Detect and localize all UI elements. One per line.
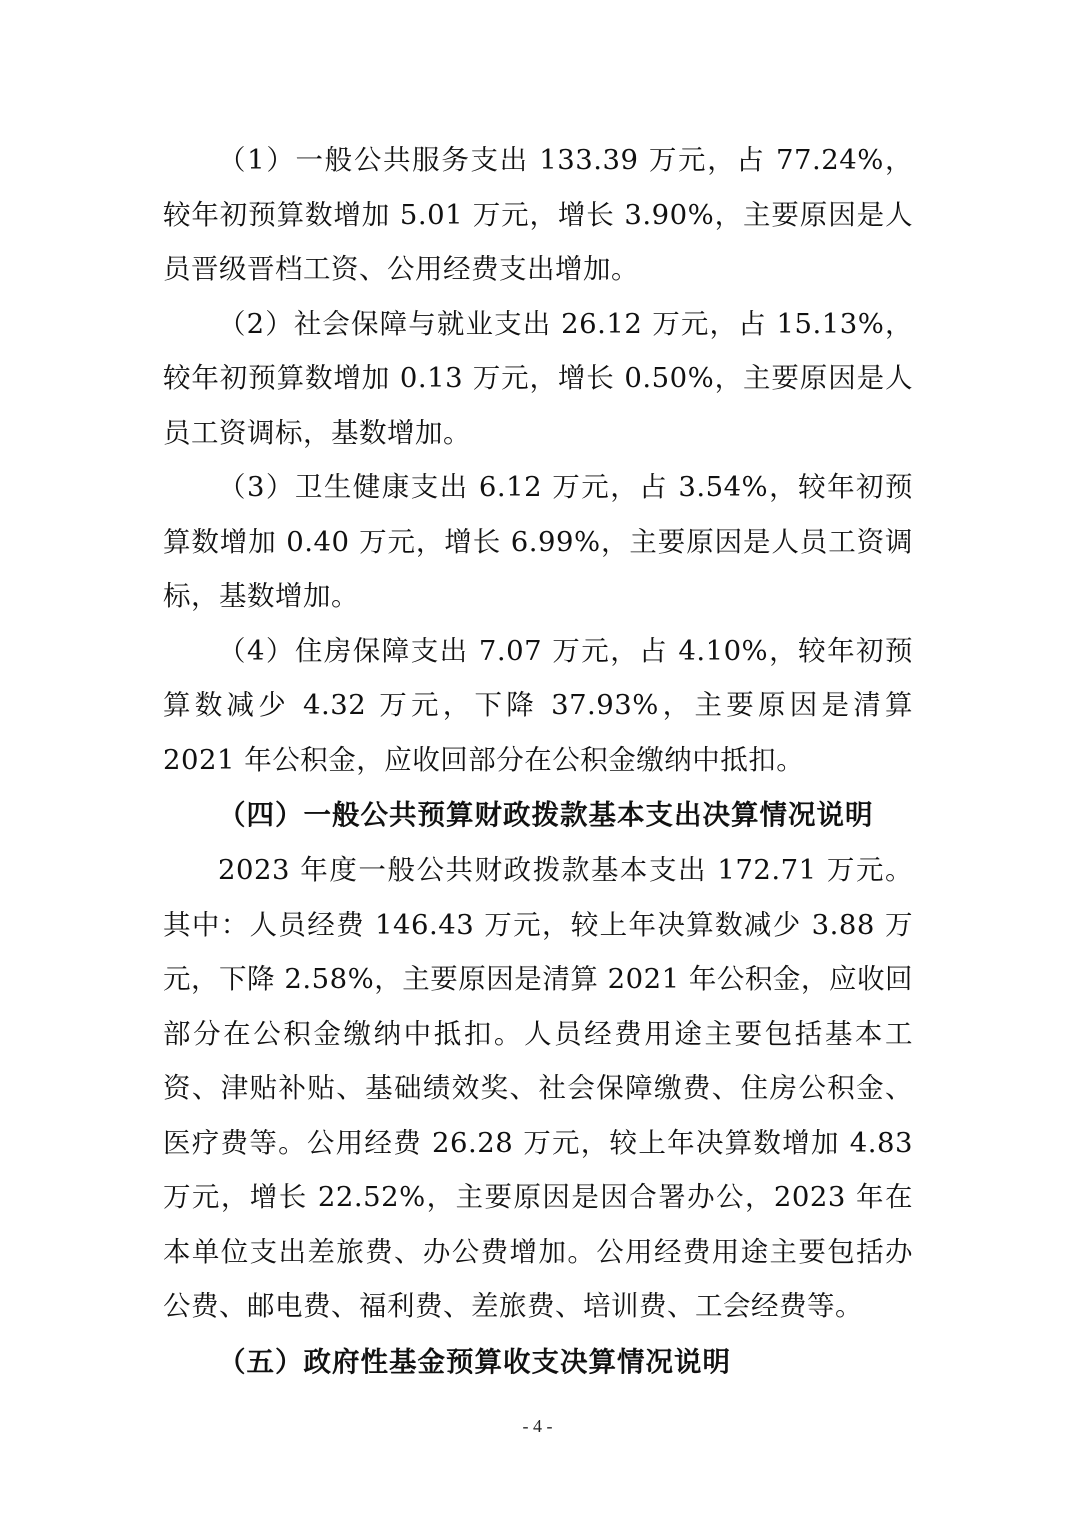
page-number: - 4 - bbox=[522, 1416, 553, 1436]
document-page bbox=[163, 133, 913, 1390]
paragraph-housing: （4）住房保障支出 7.07 万元，占 4.10%，较年初预算数减少 4.32 万元，下降 37.93%，主要原因是清算 2021 年公积金，应收回部分在公积金缴纳中抵扣。 bbox=[163, 634, 913, 776]
paragraph-health: （3）卫生健康支出 6.12 万元，占 3.54%，较年初预算数增加 0.40 万元，增长 6.99%，主要原因是人员工资调标，基数增加。 bbox=[163, 471, 913, 612]
section-heading-basic-expenditure: （四）一般公共预算财政拨款基本支出决算情况说明 bbox=[218, 799, 874, 831]
paragraph-general-public-service: （1）一般公共服务支出 133.39 万元，占 77.24%，较年初预算数增加 5.01 万元，增长 3.90%，主要原因是人员晋级晋档工资、公用经费支出增加。 bbox=[163, 144, 913, 285]
paragraph-basic-expenditure: 2023 年度一般公共财政拨款基本支出 172.71 万元。其中：人员经费 146.43 万元，较上年决算数减少 3.88 万元，下降 2.58%，主要原因是清算 2021 年公积金，应收回部分在公积金缴纳中抵扣。人员经费用途主要包括基本工资、津贴补贴、基础绩效奖、社会保障缴费、住房公积金、医疗费等。公用经费 26.28 万元，较上年决算数增加 4.83 万元，增长 22.52%，主要原因是因合署办公，2023 年在本单位支出差旅费、办公费增加。公用经费用途主要包括办公费、邮电费、福利费、差旅费、培训费、工会经费等。 bbox=[163, 854, 913, 1322]
section-heading-government-fund: （五）政府性基金预算收支决算情况说明 bbox=[218, 1345, 731, 1378]
paragraph-social-security: （2）社会保障与就业支出 26.12 万元，占 15.13%，较年初预算数增加 0.13 万元，增长 0.50%，主要原因是人员工资调标，基数增加。 bbox=[163, 307, 913, 449]
